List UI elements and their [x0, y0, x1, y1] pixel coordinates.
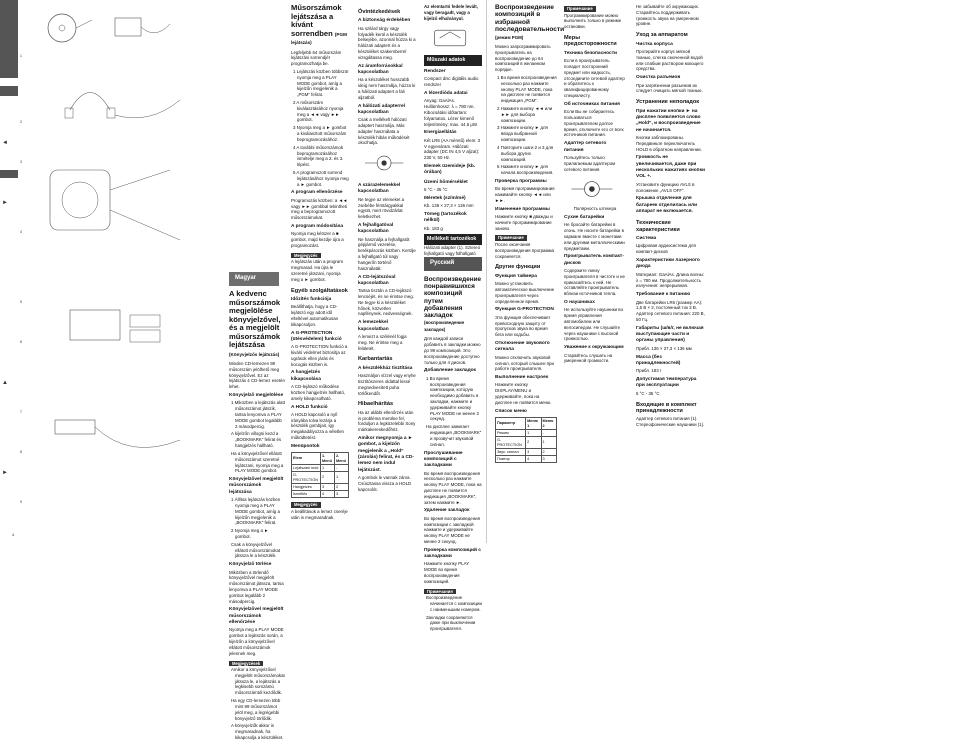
step-label: 5 [20, 300, 22, 304]
subsection-heading: Az áramforrásokkal kapcsolatban [358, 63, 403, 75]
list-item: 3 Nyomja meg a ► gombot a kiválasztott műsorszám beprogramozásához. [293, 125, 347, 142]
body-text: A G-PROTECTION funkció a kiváló védelmet biztosítja az ugrások ellen járás és kocogás közben is. [291, 344, 348, 367]
body-text: Kb. 183 g [424, 225, 443, 231]
subsection-heading: Функция таймера [495, 273, 537, 279]
remote-diagram [40, 400, 200, 480]
table-cell: 2 [334, 484, 348, 491]
table-row [496, 437, 557, 449]
battery-cover-figure [424, 25, 476, 51]
note-item: Воспроизведение начинается с композиции с наименьшим номером. [426, 595, 482, 612]
subsection-heading: Проверка программы [495, 178, 547, 184]
table-cell: 3 [334, 491, 348, 498]
section-heading: Устранение неполадок [636, 99, 700, 106]
body-text: Содержите линзу проигрывателя в чистоте и не прикасайтесь к ней. Не оставляйте проигрыватель вблизи источников тепла. [564, 268, 625, 297]
table-cell: Режим [496, 430, 526, 437]
table-cell: 1 [320, 465, 334, 472]
table-header: Меню 1 [526, 418, 541, 430]
note-text: После окончания воспроизведения программа сохраняется. [495, 242, 554, 259]
step-label: 2 [20, 120, 22, 124]
body-text: Ha az alábbi ellenőrzés után is probléma merülne fel, forduljon a legközelebbi Sony márkakereskedőhöz. [358, 409, 416, 433]
note-text: Программирование можно выполнить только в режиме остановки. [564, 12, 622, 30]
table-cell: 1 [334, 472, 348, 484]
note-label: Примечания [424, 589, 456, 595]
list-item: 1 Miközben a lejátszás alatt műsorszámot játszik, tartsa lenyomva a PLAY MODE gombot legalább 2 másodpercig. [231, 400, 285, 429]
ru-column-3 [564, 4, 626, 539]
faq-question: Громкость не увеличивается, даже при нескольких нажатиях кнопки VOL +. [636, 155, 705, 180]
intro-text: Можно запрограммировать проигрыватель на воспроизведение до 64 композиций в желаемом порядке. [495, 43, 551, 73]
subsection-heading: Габариты (ш/в/г, не включая выступающие части и органы управления) [636, 325, 704, 344]
table-cell: G-PROTECTION [496, 437, 526, 449]
note-item: Закладки сохраняются даже при выключении проигрывателя. [426, 614, 476, 632]
connection-diagram [30, 150, 200, 260]
subsection-heading: Üzemi hőmérséklet [424, 179, 468, 185]
faq-question: Крышка отделения для батареек отделилась или аппарат не включается. [636, 196, 698, 214]
section-tab-hungarian: Magyar [229, 272, 279, 286]
subsection-heading: Об источниках питания [564, 101, 620, 107]
section-heading: Egyéb szolgáltatások [291, 287, 348, 294]
body-text: Во время программирования нажимайте кнопку ◄◄ или ►►. [495, 186, 555, 203]
table-header: Elem [292, 453, 321, 465]
step-label: 1 [20, 54, 22, 58]
subsection-heading: Выполнение настроек [495, 375, 549, 381]
table-cell: 2 [320, 472, 334, 484]
section-heading-bar: Mellékelt tartozékok [424, 234, 482, 245]
subsection-heading: Könyvjelzővel megjelölt műsorszámok lejátszása [229, 477, 284, 495]
section-heading-bar: Műszaki adatok [424, 55, 482, 66]
list-item: A kijelzőn villogni kezd a „BOOKMARK” felirat és hangjelzés hallható. [231, 431, 282, 449]
arrow-icon: ► [2, 200, 8, 206]
note-item: Amikor a könyvjelzővel megjelölt műsorszámokat játssza le, a lejátszás a legkisebb sorszámú műsorszámtól kezdődik. [231, 667, 285, 696]
list-item: 4 Повторите шаги 2 и 3 для выбора других композиций. [497, 144, 554, 162]
body-text: Если Вы не собираетесь пользоваться проигрывателем долгое время, отключите его от всех источников питания. [564, 109, 624, 138]
table-cell: 3 [541, 456, 556, 463]
subsection-heading: Könyvjelzővel megjelölt műsorszámok ellenőrzése [229, 607, 284, 626]
subsection-heading: A lézerdióda adatai [424, 91, 468, 97]
body-text: Протирайте корпус мягкой тканью, слегка смоченной водой или слабым раствором моющего средства. [636, 49, 704, 72]
body-text: Ne használja a fejhallgatót gépjármű vezetése, kerékpározás közben. Kerülje a fejhallgató túl nagy hangerőn történő használatát. [358, 236, 416, 271]
section-title: Воспроизведение композиций в избранной последовательности (режим PGM) [495, 4, 565, 40]
body-text: Programozás közben: a ◄◄ vagy ►► gombbal tekintheti meg a beprogramozott műsorszámokat. [291, 197, 348, 221]
faq-question: При нажатии кнопки ► на дисплее появляется слово „Hold”, и воспроизведение не начинается. [636, 108, 701, 133]
table-header-row [292, 453, 349, 465]
subsection-heading: Чистка корпуса [636, 41, 673, 47]
body-text: Не забывайте об окружающих. Старайтесь поддерживать громкость звука на умеренном уровне. [636, 4, 700, 27]
subsection-heading: Изменение программы [495, 206, 550, 212]
hu-column-3 [358, 4, 416, 539]
body-text: Két LR6 (AA méretű) elem: 3 V egyenáram. Hálózati adapter (DC IN 4,5 V aljzat): 230 V, 50 Hz. [424, 137, 481, 161]
subsection-heading: Méretek (sz/m/mé) [424, 195, 466, 201]
note-label: Megjegyzés [291, 502, 321, 508]
subsection-heading: Időzítés funkciója [291, 296, 332, 302]
table-row [496, 456, 557, 463]
arrow-icon: ► [2, 470, 8, 476]
body-text: Если в проигрыватель попадет посторонний предмет или жидкость, отсоедините сетевой адаптер и обратитесь к квалифицированному специалисту. [564, 58, 625, 99]
hu-column-2 [291, 4, 349, 539]
section-heading: Входящие в комплект принадлежности [636, 401, 697, 414]
subsection-heading: Удаление закладок [424, 508, 470, 514]
body-text: Tartsa tisztán a CD-lejátszó lencséjét, és ne érintse meg. Ne tegye ki a készüléket hőnek, közvetlen napfénynek, nedvességnek. [358, 288, 414, 317]
section-tab-russian: Русский [424, 257, 482, 271]
subsection-heading: Добавление закладок [424, 368, 476, 374]
body-text: Hálózati adapter (1). Sztereó fejhallgató vagy fülhallgató [424, 245, 481, 257]
body-text: Старайтесь слушать на умеренной громкости. [564, 352, 613, 364]
body-text: Anyag: GaAlAs. Hullámhossz: λ = 780 nm. Kibocsátási időtartam: folyamatos. Lézer kimenő teljesítmény: max. 44,6 μW. [424, 98, 479, 127]
subsection-heading: Допустимая температура при эксплуатации [636, 377, 697, 389]
body-text: Нажмите кнопку DISPLAY/MENU и удерживайте, пока на дисплее не появится меню. [495, 382, 552, 405]
subsection-heading: A fejhallgatóval kapcsolatban [358, 222, 394, 235]
faq-answer: Установите функцию AVLS в положение „AVLS OFF”. [636, 181, 695, 193]
subsection-heading: A program módosítása [291, 223, 344, 229]
body-text: Нажмите кнопку PLAY MODE во время воспроизведения композиций. [424, 561, 470, 584]
left-edge-strip [0, 0, 18, 543]
section-heading: Меры предосторожности [564, 34, 617, 48]
subsection-heading: A szárazelemekkel kapcsolatban [358, 183, 401, 195]
list-item: 1 Állítsa lejátszás közben nyomja meg a PLAY MODE gombot, amíg a kijelzőn megjelenik a „BOOKMARK” felirat. [231, 497, 281, 526]
faq-question: Az elemtartó fedele levált, vagy beragadt, vagy a kijelző elhalványul. [424, 4, 478, 21]
plug-polarity-figure [358, 150, 410, 176]
table-cell: 1 [541, 437, 556, 449]
menu-table [291, 452, 349, 498]
intro-text: Для каждой записи добавить в закладки можно до 99 композиций. Это воспроизведение доступно только для 4 дисков. [424, 336, 481, 365]
subsection-heading: A hálózati adapterrel kapcsolatban [358, 103, 406, 115]
intro-text: Minden CD-lemezen 99 műsorszám jelölhető meg könyvjelzővel. Ez az lejátszás 4 CD-lemez esetén lehet. [229, 361, 285, 390]
subsection-heading: Очистка разъемов [636, 75, 681, 81]
arrow-icon: ▲ [2, 380, 8, 386]
table-cell: 2 [526, 437, 541, 449]
body-text: Не бросайте батарейки в огонь. Не носите батарейки в кармане вместе с монетами или другими металлическими предметами. [564, 222, 625, 251]
table-header: Параметр [496, 418, 526, 430]
note-label: Примечание [564, 6, 596, 12]
subsection-heading: Könyvjelző törlése [229, 562, 272, 568]
table-header: Меню 2 [541, 418, 556, 430]
body-text: Нажмите кнопку ■ дважды и начните программирование заново. [495, 214, 553, 231]
subsection-heading: Прослушивание композиций с закладками [424, 450, 463, 469]
step-label: 9 [20, 500, 22, 504]
list-item: Ha a könyvjelzővel ellátott műsorszámot szeretné lejátszani, nyomja meg a PLAY MODE gombot. [231, 450, 284, 474]
section-title: A kedvenc műsorszámok megjelölése könyvjelzővel, és a megjelölt műsorszámok lejátszása (Könyvjelzős lejátszás) [229, 289, 281, 357]
body-text: Compact disc digitális audio rendszer [424, 76, 479, 88]
section-heading: Karbantartás [358, 356, 393, 363]
table-row [292, 484, 349, 491]
list-item: 1 Во время воспроизведения композиции, которую необходимо добавить в закладки, нажмите и удерживайте кнопку PLAY MODE не менее 2 секунд. [426, 375, 479, 422]
table-header: 1. Menü [320, 453, 334, 465]
body-text: Во время воспроизведения несколько раз нажмите кнопку PLAY MODE, пока на дисплее не появится индикация „BOOKMARK”, затем нажмите ►. [424, 470, 482, 505]
battery-diagram [60, 290, 200, 360]
list-item: 5 Нажмите кнопку ► для начала воспроизведения. [497, 164, 554, 176]
body-text: Kb. 136 × 27,3 × 136 mm [424, 203, 474, 209]
table-header: 2. Menü [334, 453, 348, 465]
table-cell: Hangjelzés [292, 484, 321, 491]
subsection-heading: Elemek üzemideje (kb. órában) [424, 164, 476, 176]
list-item: 2 Nyomja meg a ► gombot. [231, 528, 269, 539]
body-text: Beállíthatja, hogy a CD-lejátszó egy adott idő elteltével automatikusan kikapcsoljon. [291, 304, 339, 327]
list-item: На дисплее замигает индикация „BOOKMARK” и прозвучит звуковой сигнал. [426, 424, 482, 447]
subsection-heading: A biztonság érdekében [358, 18, 411, 24]
subsection-heading: A lemezekkel kapcsolatban [358, 320, 389, 332]
list-item: 2 Нажмите кнопку ◄◄ или ►► для выбора композиции. [497, 106, 553, 123]
subsection-heading: A program ellenőrzése [291, 190, 343, 196]
body-text: Адаптер сетевого питания (1). Стереофонические наушники (1). [636, 416, 705, 428]
subsection-heading: Система [636, 236, 657, 242]
table-row [496, 449, 557, 456]
subsection-heading: Tömeg (tartozékok nélkül) [424, 211, 467, 224]
list-item: 2 A műsorszám kiválasztásához nyomja meg a ◄◄ vagy ►► gombot. [293, 100, 344, 123]
subsection-heading: Проигрыватель компакт-дисков [564, 254, 624, 266]
note-text: A beállítások a lemez cseréje után is megmaradnak. [291, 508, 348, 520]
body-text: Ne tegye az elemeket a zsebébe fémtárgyakkal együtt, mert rövidzárlat keletkezhet. [358, 196, 405, 220]
note-text: A lejátszás után a program megmarad. Ha újra le szeretné játszani, nyomja meg a ► gombot. [291, 259, 343, 282]
table-row [496, 430, 557, 437]
body-text: Пользуйтесь только прилагаемым адаптером сетевого питания. [564, 154, 616, 172]
body-text: Материал: GaAlAs. Длина волны: λ = 780 нм. Продолжительность излучения: непрерывная. [636, 271, 705, 289]
table-cell: 3 [320, 484, 334, 491]
subsection-heading: Energiaellátás [424, 130, 457, 136]
dark-edge-block [0, 0, 18, 78]
section-heading: Технические характеристики [636, 220, 680, 233]
subsection-heading: Адаптер сетевого питания [564, 141, 607, 153]
list-item: 4 A további műsorszámok beprogramozásához ismételje meg a 2. és 3. lépést. [293, 144, 344, 168]
note-label: Megjegyzés [291, 253, 321, 259]
body-text: Две батарейки LR6 (размер AA): 1,5 В × 2, постоянный ток 3 В. Адаптер сетевого питания: 220 В, 50 Гц. [636, 299, 705, 322]
table-cell: 1 [526, 430, 541, 437]
subsection-heading: Функция G-PROTECTION [495, 307, 554, 313]
body-text: Nyomja meg a PLAY MODE gombot a lejátszás során, a kijelzőn a könyvjelzővel ellátott műsorszámok jelennek meg. [229, 627, 284, 656]
body-text: Csak a mellékelt hálózati adaptert használja. Más adapter használata a készülék hibás működését okozhatja. [358, 117, 410, 146]
body-text: Használjon vízzel vagy enyhe tisztítószeres oldattal kissé megnedvesített puha törlőkendőt. [358, 373, 416, 396]
table-cell: - [334, 465, 348, 472]
body-text: Прибл. 136 × 27,3 × 136 мм [636, 345, 692, 351]
table-row [292, 472, 349, 484]
step-label: 8 [20, 450, 22, 454]
table-header-row [496, 418, 557, 430]
subsection-heading: A készülékház tisztítása [358, 365, 413, 371]
hu-column-1 [229, 289, 285, 740]
ru-column-1 [424, 276, 482, 632]
figure-caption: Полярность штекера [573, 206, 617, 212]
step-label: 4 [20, 230, 22, 234]
table-cell: Повтор [496, 456, 526, 463]
subsection-heading: Сухие батарейки [564, 214, 605, 220]
subsection-heading: A G-PROTECTION (ütésvédelem) funkció [291, 330, 342, 342]
body-text: Во время воспроизведения композиции с закладкой нажмите и удерживайте кнопку PLAY MODE не менее 2 секунд. [424, 515, 480, 544]
subsection-heading: Отключение звукового сигнала [495, 341, 550, 353]
body-text: Не используйте наушники во время управления автомобилем или велосипедом. Не слушайте через наушники с высокой громкостью. [564, 307, 624, 342]
step-label: 3 [20, 160, 22, 164]
faq-answer: A gombok le vannak zárva. Csúsztassa vissza a HOLD kapcsolót. [358, 474, 412, 492]
list-item: 1 Lejátszás közben többször nyomja meg a PLAY MODE gombot, amíg a kijelzőn megjelenik a „PGM” felirat. [293, 68, 349, 98]
subsection-heading: A HOLD funkció [291, 404, 328, 410]
faq-question: Amikor megnyomja a ► gombot, a kijelzőn megjelenik a „Hold” (zárolás) felirat, és a CD-lemez nem indul lejátszást. [358, 435, 414, 473]
ru-column-2 [495, 4, 565, 539]
menu-table [495, 417, 557, 463]
note-item: A könyvjelzők akkor is megmaradnak, ha kikapcsolja a készüléket. [231, 723, 284, 740]
body-text: 5 °C - 35 °C [636, 390, 660, 396]
table-cell: G-PROTECTION [292, 472, 321, 484]
adapter-diagram [110, 10, 180, 50]
body-text: Можно отключить звуковой сигнал, который слышен при работе проигрывателя. [495, 354, 554, 372]
subsection-heading: Проверка композиций с закладками [424, 547, 481, 560]
blank-right-area [712, 0, 954, 543]
body-text: Можно установить автоматическое выключение проигрывателя через определенное время. [495, 281, 555, 304]
body-text: Ha a készüléket hosszabb ideig nem használja, húzza ki a hálózati adaptert a fali aljzatból. [358, 77, 416, 100]
section-heading: Другие функции [495, 264, 541, 271]
arrow-icon: ◄ [2, 140, 8, 146]
list-item: 5 A programozott sorrend lejátszásához nyomja meg a ► gombot. [293, 169, 349, 187]
table-row [292, 491, 349, 498]
table-cell: Звук. сигнал [496, 449, 526, 456]
section-heading: Hibaelhárítás [358, 401, 394, 408]
section-heading: Уход за аппаратом [636, 32, 688, 39]
body-text: A CD-lejátszó működése közben hangjelzés hallható, amely kikapcsolható. [291, 384, 346, 401]
list-item: 3 Нажмите кнопку ► для ввода выбранной композиции. [497, 125, 548, 143]
list-item: Csak a könyvjelzővel ellátott műsorszámokat játssza le a készülék. [231, 541, 281, 559]
step-label: 6 [20, 340, 22, 344]
table-cell: - [541, 430, 556, 437]
section-title: Műsorszámok lejátszása a kívánt sorrendben (PGM lejátszás) [291, 3, 347, 45]
body-text: Прибл. 183 г [636, 368, 662, 374]
subsection-heading: A hangjelzés kikapcsolása [291, 370, 321, 382]
note-label: Примечание [495, 235, 527, 241]
table-cell: 4 [320, 491, 334, 498]
table-cell: 2 [541, 449, 556, 456]
table-heading: Список меню [495, 408, 527, 414]
table-heading: Menüpontok [291, 443, 320, 449]
subsection-heading: О наушниках [564, 300, 595, 306]
body-text: Miközben a törlendő könyvjelzővel megjelölt műsorszámot játssza, tartsa lenyomva a PLAY MODE gombot legalább 2 másodpercig. [229, 569, 284, 604]
note-item: Ha egy CD-lemezen több mint 99 műsorszámot jelöl meg, a legrégebbi könyvjelző törlődik. [231, 698, 281, 721]
subsection-heading: Техника безопасности [564, 50, 617, 56]
table-row [292, 465, 349, 472]
body-text: Цифровая аудиосистема для компакт-дисков [636, 243, 696, 255]
body-text: Эта функция обеспечивает превосходную защиту от пропусков звука во время бега или ходьбы. [495, 314, 551, 338]
faq-answer: Кнопки заблокированы. Передвиньте переключатель HOLD в обратном направлении. [636, 134, 702, 152]
subsection-heading: Rendszer [424, 69, 446, 75]
list-item: 1 Во время воспроизведения несколько раз нажмите кнопку PLAY MODE, пока на дисплее не появится индикация „PGM”. [497, 74, 557, 104]
subsection-heading: A CD-lejátszóval kapcsolatban [358, 274, 396, 286]
dark-edge-block [0, 86, 18, 96]
body-text: 5 °C - 35 °C [424, 187, 448, 193]
instruction-diagrams [12, 0, 210, 543]
subsection-heading: Характеристики лазерного диода [636, 258, 700, 270]
section-heading: Óvintézkedések [358, 9, 401, 15]
table-cell: 3 [526, 449, 541, 456]
body-text: A HOLD kapcsoló a nyíl irányába tolva lezárja a készülék gombjait, így megakadályozza a véletlen működtetést. [291, 411, 344, 441]
note-label: Megjegyzések [229, 661, 263, 667]
ru-column-4 [636, 4, 706, 539]
section-title: Воспроизведение понравившихся композиций путем добавления закладок (воспроизведение закладок) [424, 276, 482, 333]
table-cell: 4 [526, 456, 541, 463]
subsection-heading: Требования к питанию [636, 292, 691, 298]
body-text: A lemezt a szélénél fogja meg. Ne érintse meg a felületét. [358, 333, 407, 351]
intro-text: Legfeljebb 64 műsorszám lejátszási sorrendjét programozhatja be. [291, 49, 342, 67]
cd-player-diagram [40, 8, 100, 48]
subsection-heading: Масса (без принадлежностей) [636, 354, 681, 366]
page-gutter [486, 0, 487, 543]
table-cell: Ismétlés [292, 491, 321, 498]
page-number: 4 [12, 531, 15, 537]
headphones-diagram [50, 70, 200, 130]
plug-polarity-figure [564, 176, 620, 202]
table-cell: Lejátszási mód [292, 465, 321, 472]
body-text: При загрязнении разъемов их следует очищать мягкой тканью. [636, 82, 703, 94]
subsection-heading: Könyvjelző megjelölése [229, 393, 284, 399]
step-label: 7 [20, 410, 22, 414]
body-text: Nyomja meg kétszer a ■ gombot, majd kezdje újra a programozást. [291, 231, 344, 248]
dark-edge-block [0, 170, 18, 178]
body-text: Ha szilárd tárgy vagy folyadék kerül a készülék belsejébe, azonnal húzza ki a hálózati adaptert és a készüléket szakemberrel vizsgáltassa meg. [358, 25, 416, 60]
subsection-heading: Уважение к окружающим [564, 345, 624, 351]
